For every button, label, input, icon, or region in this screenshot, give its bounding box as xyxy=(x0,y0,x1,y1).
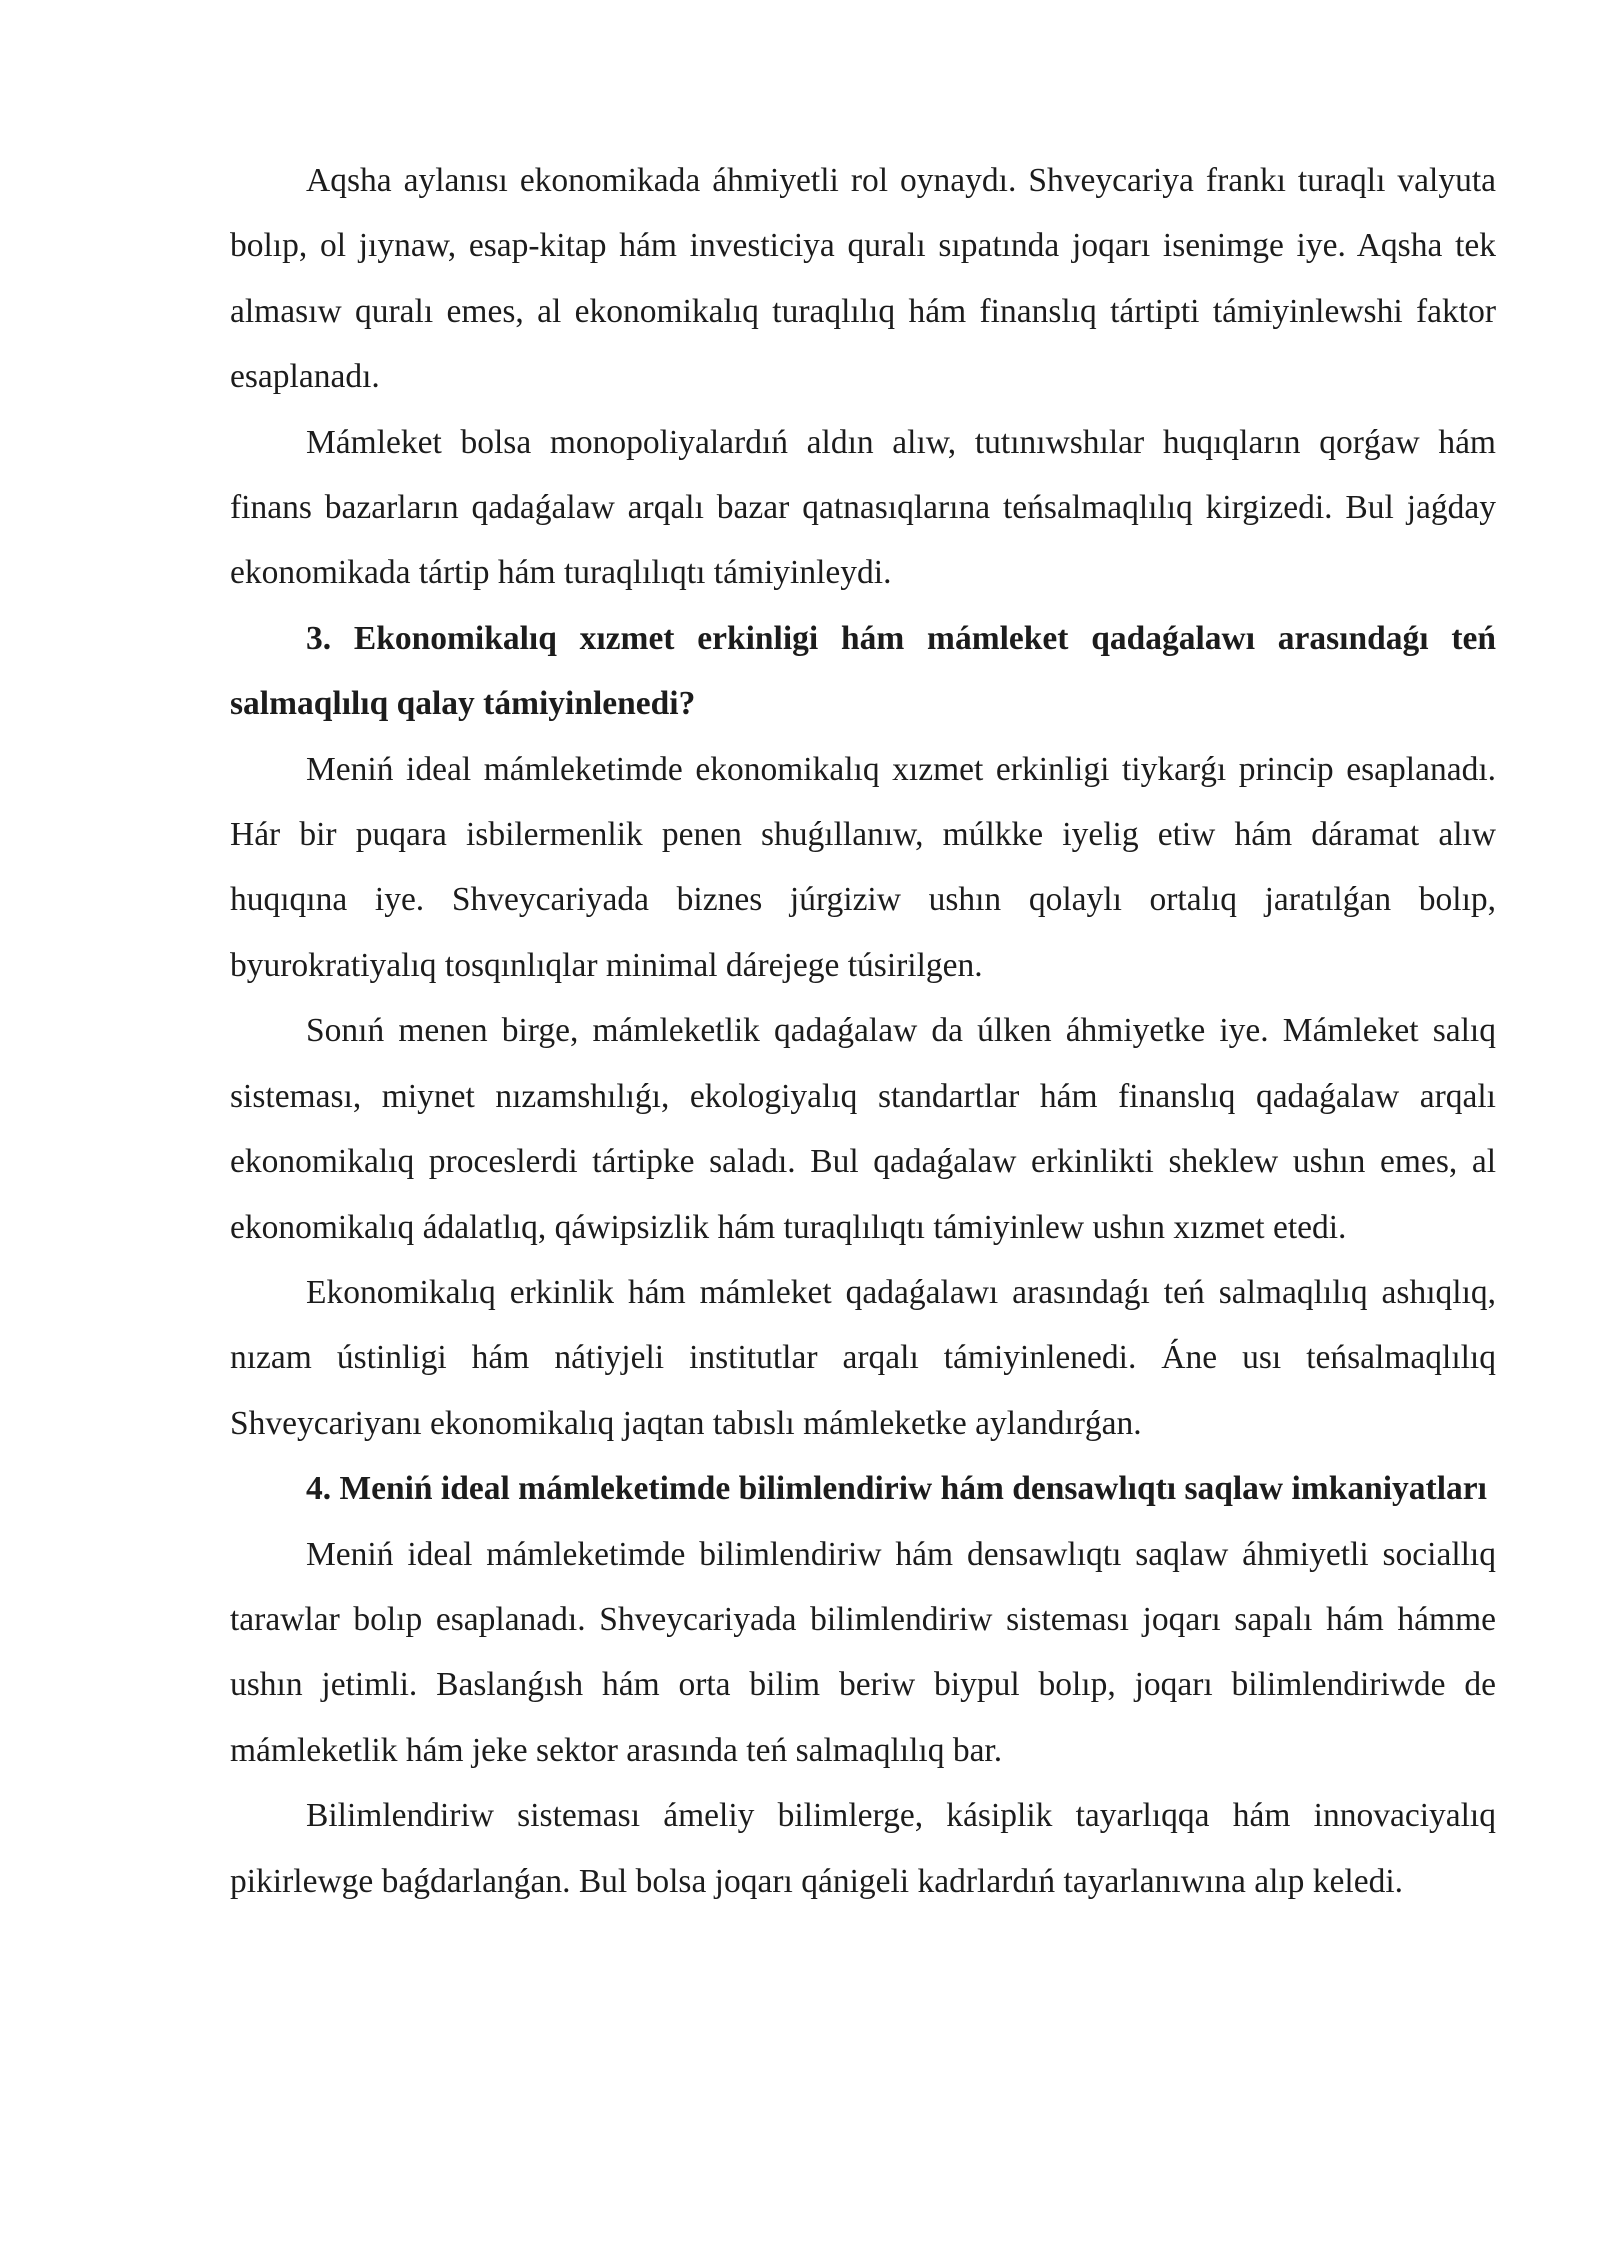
paragraph-education-system: Bilimlendiriw sisteması ámeliy bilimlerge, kásiplik tayarlıqqa hám innovaciyalıq pikirlewge baǵdarlanǵan. Bul bolsa joqarı qánigeli kadrlardıń tayarlanıwına alıp keledi. xyxy=(230,1797,1496,1900)
paragraph-education-health: Meniń ideal mámleketimde bilimlendiriw hám densawlıqtı saqlaw áhmiyetli sociallıq tarawlar bolıp esaplanadı. Shveycariyada bilimlendiriw sisteması joqarı sapalı hám hámme ushın jetimli. Baslanǵısh hám orta bilim beriw biypul bolıp, joqarı bilimlendiriwde de mámleketlik hám jeke sektor arasında teń salmaqlılıq bar. xyxy=(230,1535,1496,1769)
paragraph-state-oversight: Sonıń menen birge, mámleketlik qadaǵalaw da úlken áhmiyetke iye. Mámleket salıq sisteması, miynet nızamshılıǵı, ekologiyalıq standartlar hám finanslıq qadaǵalaw arqalı ekonomikalıq proceslerdi tártipke saladı. Bul qadaǵalaw erkinlikti sheklew ushın emes, al ekonomikalıq ádalatlıq, qáwipsizlik hám turaqlılıqtı támiyinlew ushın xızmet etedi. xyxy=(230,1012,1496,1246)
paragraph-balance: Ekonomikalıq erkinlik hám mámleket qadaǵalawı arasındaǵı teń salmaqlılıq ashıqlıq, nızam ústinligi hám nátiyjeli institutlar arqalı támiyinlenedi. Áne usı teńsalmaqlılıq Shveycariyanı ekonomikalıq jaqtan tabıslı mámleketke aylandırǵan. xyxy=(230,1273,1496,1442)
paragraph-state-regulation: Mámleket bolsa monopoliyalardıń aldın alıw, tutınıwshılar huqıqların qorǵaw hám finans bazarların qadaǵalaw arqalı bazar qatnasıqlarına teńsalmaqlılıq kirgizedi. Bul jaǵday ekonomikada tártip hám turaqlılıqtı támiyinleydi. xyxy=(230,423,1496,592)
paragraph-currency-role: Aqsha aylanısı ekonomikada áhmiyetli rol oynaydı. Shveycariya frankı turaqlı valyuta bolıp, ol jıynaw, esap-kitap hám investiciya quralı sıpatında joqarı isenimge iye. Aqsha tek almasıw quralı emes, al ekonomikalıq turaqlılıq hám finanslıq tártipti támiyinlewshi faktor esaplanadı. xyxy=(230,162,1496,396)
paragraph-economic-freedom: Meniń ideal mámleketimde ekonomikalıq xızmet erkinligi tiykarǵı princip esaplanadı. Hár bir puqara isbilermenlik penen shuǵıllanıw, múlkke iyelig etiw hám dáramat alıw huqıqına iye. Shveycariyada biznes júrgiziw ushın qolaylı ortalıq jaratılǵan bolıp, byurokratiyalıq tosqınlıqlar minimal dárejege túsirilgen. xyxy=(230,750,1496,984)
section-heading-3: 3. Ekonomikalıq xızmet erkinligi hám mámleket qadaǵalawı arasındaǵı teń salmaqlılıq qalay támiyinlenedi? xyxy=(230,619,1496,723)
section-heading-4: 4. Meniń ideal mámleketimde bilimlendiriw hám densawlıqtı saqlaw imkaniyatları xyxy=(306,1470,1487,1508)
document-page xyxy=(230,148,1496,1914)
